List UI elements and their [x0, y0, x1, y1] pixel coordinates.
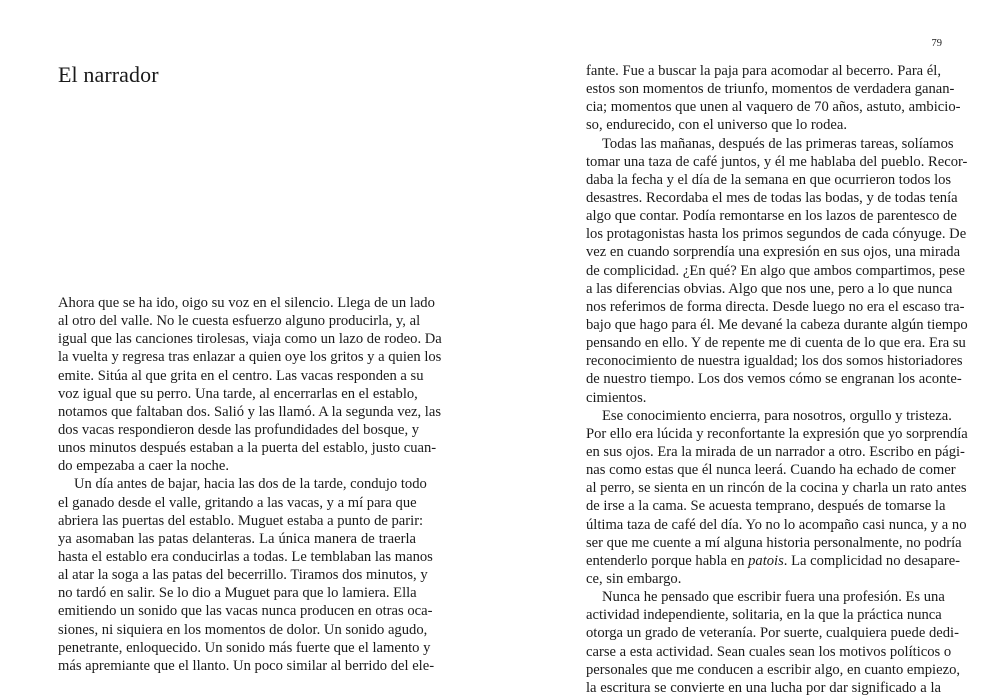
text-run: actividad independiente, solitaria, en la que la práctica nunca	[586, 607, 942, 624]
text-run: tomar una taza de café juntos, y él me hablaba del pueblo. Recor-	[586, 153, 968, 170]
text-run: personales que me conducen a escribir algo, en cuanto empiezo,	[586, 661, 961, 678]
text-line: más apremiante que el llanto. Un poco similar al berrido del ele-	[58, 657, 435, 674]
text-line: siones, ni siquiera en los momentos de dolor. Un sonido agudo,	[58, 621, 428, 638]
text-run: daba la fecha y el día de la semana en que ocurrieron todos los	[586, 171, 952, 188]
text-line: la vuelta y regresa tras enlazar a quien oye los gritos y a quien los	[58, 349, 442, 366]
text-run: de nuestro tiempo. Los dos vemos cómo se engranan los aconte-	[586, 371, 962, 388]
text-line: unos minutos después estaban a la puerta del establo, justo cuan-	[58, 440, 437, 457]
text-run: Nunca he pensado que escribir fuera una profesión. Es una	[602, 589, 945, 606]
text-line	[586, 298, 965, 316]
text-line	[586, 334, 966, 352]
text-line: hasta el establo era conducirlas a todas. Le temblaban las manos	[58, 548, 433, 565]
chapter-title: El narrador	[58, 62, 159, 87]
text-line	[586, 225, 967, 243]
text-line	[586, 98, 961, 116]
text-run: los protagonistas hasta los primos segundos de cada cónyuge. De	[586, 226, 967, 243]
text-line	[586, 661, 961, 679]
text-line	[586, 606, 941, 624]
text-run: ce, sin embargo.	[586, 570, 682, 587]
text-line	[586, 443, 965, 461]
text-run: última taza de café del día. Yo no lo acompaño casi nunca, y a no	[586, 516, 967, 533]
text-line: al atar la soga a las patas del becerrillo. Tiramos dos minutos, y	[58, 567, 428, 584]
text-line	[586, 189, 958, 207]
text-line	[586, 389, 941, 407]
text-line: penetrante, enloquecido. Un sonido más fuerte que el lamento y	[58, 639, 431, 656]
text-run: entenderlo porque habla en	[586, 552, 749, 569]
text-line	[586, 280, 953, 298]
text-line	[586, 262, 965, 280]
text-line: notamos que faltaban dos. Salió y las llamó. A la segunda vez, las	[58, 403, 442, 420]
text-run: en sus ojos. Era la mirada de un narrador a otro. Escribo en pági-	[586, 443, 965, 460]
text-run: vez en cuando sorprendía una expresión en sus ojos, una mirada	[586, 244, 961, 261]
text-run: cia; momentos que unen al vaquero de 70 años, astuto, ambicio-	[586, 99, 961, 116]
text-run: cimientos.	[586, 389, 647, 406]
italic-word: patois	[748, 552, 784, 569]
text-line	[586, 135, 954, 153]
text-run: nos referimos de forma directa. Desde luego no era el escaso tra-	[586, 298, 965, 315]
right-page	[500, 0, 1000, 700]
text-line	[586, 624, 959, 642]
text-line: emite. Sitúa al que grita en el centro. Las vacas responden a su	[58, 367, 424, 384]
text-run: a las diferencias obvias. Algo que nos une, pero a lo que nunca	[586, 280, 953, 297]
text-run: nas como estas que él nunca leerá. Cuando ha echado de comer	[586, 462, 956, 479]
text-line	[586, 407, 952, 425]
text-line	[586, 370, 962, 388]
text-line	[586, 479, 967, 497]
text-line	[586, 425, 968, 443]
text-line: Ahora que se ha ido, oigo su voz en el silencio. Llega de un lado	[58, 295, 435, 311]
text-line: dos vacas respondieron desde las profundidades del bosque, y	[58, 421, 420, 438]
text-run: algo que contar. Podía remontarse en los lazos de parentesco de	[586, 208, 957, 225]
text-run: al perro, se sienta en un rincón de la cocina y charla un rato antes	[586, 480, 967, 497]
text-run: carse a esta actividad. Sean cuales sean los motivos políticos o	[586, 643, 952, 660]
text-run: desastres. Recordaba el mes de todas las bodas, y de todas tenía	[586, 189, 958, 206]
text-line	[586, 171, 952, 189]
text-run: so, endurecido, con el universo que lo rodea.	[586, 117, 847, 134]
text-run: Ese conocimiento encierra, para nosotros, orgullo y tristeza.	[602, 407, 952, 424]
text-line	[586, 352, 963, 370]
right-page-body	[586, 62, 968, 697]
text-line	[586, 497, 946, 515]
text-line	[586, 643, 952, 661]
text-run: de complicidad. ¿En qué? En algo que ambos compartimos, pese	[586, 262, 965, 279]
text-line: emitiendo un sonido que las vacas nunca producen en otras oca-	[58, 603, 433, 620]
text-line: igual que las canciones tirolesas, viaja como un lazo de rodeo. Da	[58, 331, 442, 348]
text-line	[586, 552, 961, 570]
text-line	[586, 80, 955, 98]
text-line	[586, 62, 941, 80]
text-line	[586, 316, 968, 334]
text-line	[586, 153, 968, 171]
text-run: estos son momentos de triunfo, momentos de verdadera ganan-	[586, 81, 955, 98]
text-run: de irse a la cama. Se acuesta temprano, después de tomarse la	[586, 498, 946, 515]
text-line	[586, 116, 941, 134]
text-line	[586, 516, 967, 534]
text-run: Todas las mañanas, después de las primeras tareas, solíamos	[602, 135, 954, 152]
text-line: al otro del valle. No le cuesta esfuerzo alguno producirla, y, al	[58, 313, 421, 330]
text-line: Un día antes de bajar, hacia las dos de la tarde, condujo todo	[74, 476, 427, 493]
text-run: Por ello era lúcida y reconfortante la expresión que yo sorprendía	[586, 425, 968, 442]
text-line	[586, 679, 941, 697]
text-line	[586, 207, 957, 225]
text-line	[586, 243, 961, 261]
text-line: do empezaba a caer la noche.	[58, 458, 229, 475]
text-line: el ganado desde el valle, gritando a las vacas, y a mí para que	[58, 494, 417, 511]
text-line	[586, 570, 941, 588]
text-run: reconocimiento de nuestra igualdad; los dos somos historiadores	[586, 353, 963, 370]
text-line	[586, 588, 945, 606]
text-line: ya asomaban las patas delanteras. La única manera de traerla	[58, 530, 416, 547]
text-run: ser que me cuente a mí alguna historia personalmente, no podría	[586, 534, 962, 551]
text-run: la escritura se convierte en una lucha por dar significado a la	[586, 679, 941, 696]
left-page-body	[58, 294, 442, 675]
text-line	[586, 534, 962, 552]
text-run: bajo que hago para él. Me devané la cabeza durante algún tiempo	[586, 316, 968, 333]
text-line: abriera las puertas del establo. Muguet estaba a punto de parir:	[58, 512, 424, 529]
text-run: otorga un grado de veteranía. Por suerte, cualquiera puede dedi-	[586, 625, 959, 642]
text-run: pensando en ello. Y de repente me di cuenta de lo que era. Era su	[586, 335, 966, 352]
text-line: voz igual que su perro. Una tarde, al encerrarlas en el establo,	[58, 385, 418, 402]
text-line: no tardó en salir. Se lo dio a Muguet para que lo lamiera. Ella	[58, 585, 417, 602]
text-line	[586, 461, 956, 479]
text-run: fante. Fue a buscar la paja para acomodar al becerro. Para él,	[586, 63, 941, 79]
text-run: . La complicidad no desapare-	[783, 552, 961, 569]
page-number: 79	[931, 38, 942, 49]
